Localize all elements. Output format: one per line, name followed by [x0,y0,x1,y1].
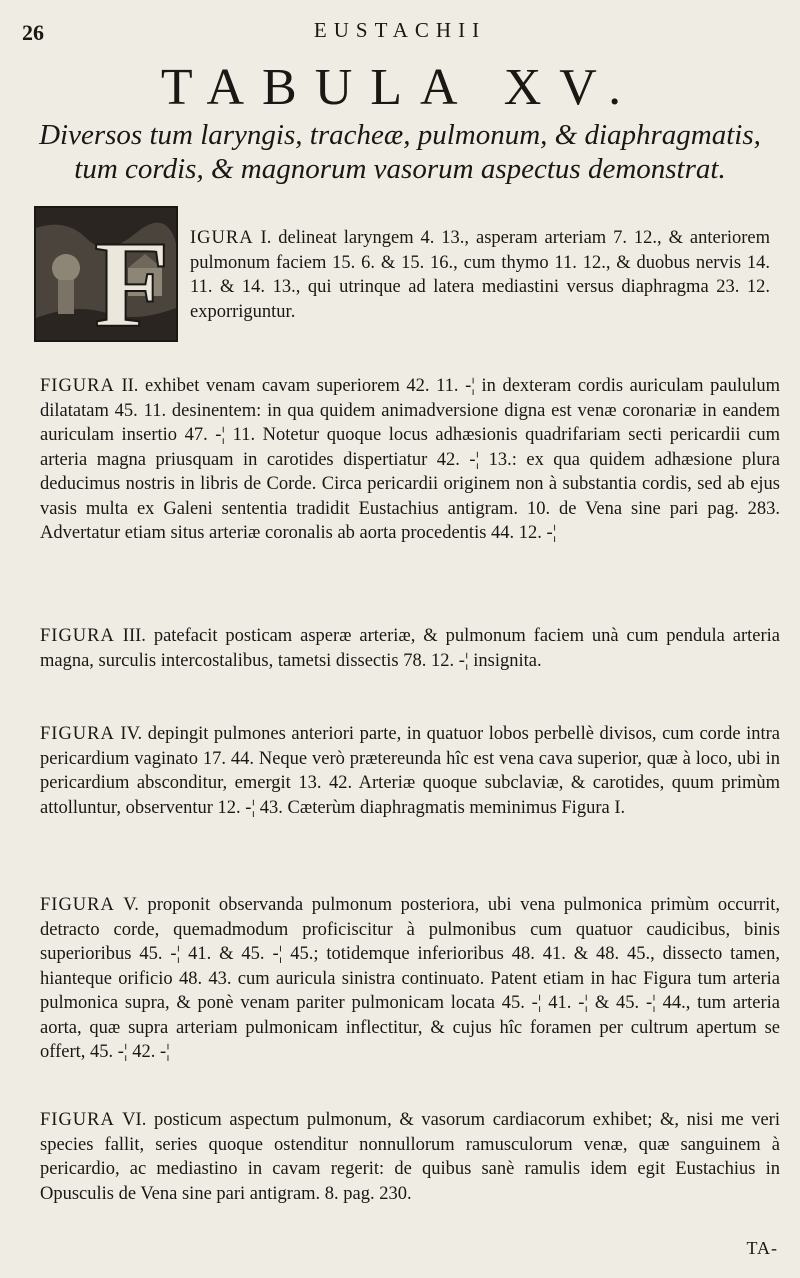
plate-title: TABULA XV. [160,59,640,116]
page-number: 26 [22,20,44,45]
figure-5-description [40,893,780,1065]
figure-label: FIGURA [40,626,115,646]
svg-text:F: F [94,216,170,340]
figure-6-description [40,1108,780,1206]
figure-2-description [40,374,780,546]
figure-text: V. proponit observanda pulmonum posteriora, ubi vena pulmonica primùm occurrit, detracto corde, quemadmodum proficiscitur à pulmonibus cum quatuor caudicibus, binis superioribus 45. -¦ 41. & 45. -¦ 45.; totidemque inferioribus 48. 41. & 48. 45., dissecto tamen, hianteque orificio 48. 43. cum auricula sinistra continuato. Patent etiam in hac Figura tum arteria pulmonica supra, & ponè venam pariter pulmonicam locata 45. -¦ 41. -¦ & 45. -¦ 44., tum arteria aorta, quæ supra arteriam pulmonicam inflectitur, & cujus hîc foramen per cultrum apertum se offert, 45. -¦ 42. -¦ [40,895,780,1062]
plate-subtitle: Diversos tum laryngis, tracheæ, pulmonum, & diaphragmatis, tum cordis, & magnorum vasorum aspectus demonstrat. [39,119,761,185]
catchword: TA- [746,1238,778,1258]
figure-label: FIGURA [40,724,115,744]
running-head: EUSTACHII [313,18,487,42]
figure-text: III. patefacit posticam asperæ arteriæ, & pulmonum faciem unà cum pendula arteria magna, surculis intercostalibus, tametsi dissectis 78. 12. -¦ insignita. [40,626,780,671]
figure-text: II. exhibet venam cavam superiorem 42. 11. -¦ in dexteram cordis auriculam paululum dilatatam 45. 11. desinentem: in qua quidem animadversione digna est venæ coronariæ in eandem auriculam insertio 47. -¦ 11. Notetur quoque locus adhæsionis quadrifariam secti pericardii cum arteria magna priusquam in carotides dispertiatur 42. -¦ 13.: ex qua quidem adhæsione plura deducimus nostris in libris de Corde. Circa pericardii originem non à substantia cordis, sed ab ejus vasis multa ex Galeni sententia tradidit Eustachius antigram. 10. de Vena sine pari pag. 283. Advertatur etiam situs arteriæ coronalis ab aorta procedentis 44. 12. -¦ [40,376,781,543]
figure-text: I. delineat laryngem 4. 13., asperam arteriam 7. 12., & anteriorem pulmonum faciem 15. 6. & 15. 16., cum thymo 11. 12., & duobus nervis 14. 11. & 14. 13., qui utrinque ad latera mediastini versus diaphragma 23. 12. exporriguntur. [190,228,771,322]
figure-text: IV. depingit pulmones anteriori parte, in quatuor lobos perbellè divisos, cum corde intra pericardium vaginato 17. 44. Neque verò prætereunda hîc est vena cava superior, quæ à loco, ubi in pericardium absconditur, emergit 13. 42. Arteriæ quoque subclaviæ, & carotides, quum primùm attolluntur, observentur 12. -¦ 43. Cæterùm diaphragmatis meminimus Figura I. [40,724,780,818]
figure-3-description [40,624,780,673]
figure-label: FIGURA [40,376,115,396]
figure-label: FIGURA [40,1110,115,1130]
figure-text: VI. posticum aspectum pulmonum, & vasorum cardiacorum exhibet; &, nisi me veri species fallit, series quoque ostenditur nonnullorum ramusculorum venæ, quæ sanguinem à pericardio, ac mediastino in cavam regerit: de quibus sanè ramulis idem egit Eustachius in Opusculis de Vena sine pari antigram. 8. pag. 230. [40,1110,780,1204]
figure-label: IGURA [190,228,254,248]
figure-1-description [190,226,770,324]
figure-label: FIGURA [40,895,115,915]
figure-4-description [40,722,780,820]
decorated-initial-f [34,206,178,342]
page-header [0,18,800,48]
engraved-initial-image [36,208,176,340]
